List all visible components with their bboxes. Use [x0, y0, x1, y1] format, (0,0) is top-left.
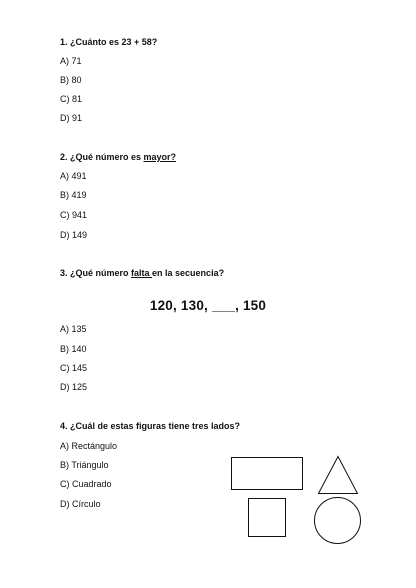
question-1-title: 1. ¿Cuánto es 23 + 58?: [60, 37, 158, 47]
q2-option-b: B) 419: [60, 190, 87, 200]
number-sequence: 120, 130, ___, 150: [149, 298, 267, 313]
question-2-title-text: 2. ¿Qué número es: [60, 152, 144, 162]
circle-icon: [314, 497, 361, 544]
q2-option-a: A) 491: [60, 171, 87, 181]
q4-option-b: B) Triángulo: [60, 460, 109, 470]
question-2-title: [60, 152, 176, 162]
q1-option-d: D) 91: [60, 113, 83, 123]
q1-option-c: C) 81: [60, 94, 83, 104]
question-2-title-underlined: mayor?: [143, 152, 177, 162]
q3-option-a: A) 135: [60, 324, 87, 334]
square-icon: [248, 498, 286, 537]
q2-option-d: D) 149: [60, 230, 88, 240]
q4-option-c: C) Cuadrado: [60, 479, 112, 489]
question-3-title-underlined: falta: [131, 268, 153, 278]
question-3-title: [60, 268, 224, 278]
rectangle-icon: [231, 457, 303, 490]
question-3-title-text: 3. ¿Qué número: [60, 268, 132, 278]
question-3-title-rest: en la secuencia?: [152, 268, 225, 278]
q1-option-a: A) 71: [60, 56, 82, 66]
q2-option-c: C) 941: [60, 210, 88, 220]
q1-option-b: B) 80: [60, 75, 82, 85]
q3-option-b: B) 140: [60, 344, 87, 354]
q3-option-d: D) 125: [60, 382, 88, 392]
q3-option-c: C) 145: [60, 363, 88, 373]
triangle-icon: [318, 456, 358, 494]
q4-option-d: D) Círculo: [60, 499, 101, 509]
q4-option-a: A) Rectángulo: [60, 441, 118, 451]
question-4-title: 4. ¿Cuál de estas figuras tiene tres lados?: [60, 421, 241, 431]
